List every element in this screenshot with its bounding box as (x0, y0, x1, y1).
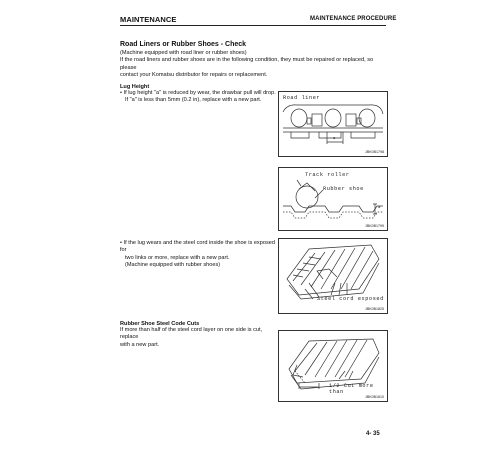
lug-height-heading: Lug Height (120, 84, 150, 90)
steel-cord-label: Steel cord exposed (317, 296, 384, 302)
bullet-text: two links or more, replace with a new part. (125, 254, 230, 261)
figure-rubber-shoe (278, 167, 388, 231)
lug-height-bullet-2 (120, 240, 280, 270)
header-rule (120, 25, 386, 26)
bullet-icon: • (120, 240, 122, 246)
figure-cut (278, 330, 388, 402)
cuts-line: If more than half of the steel cord layer on one side is cut, replace (120, 327, 263, 341)
steel-cord-code: JBK0B1825 (365, 307, 384, 311)
track-roller-label: Track roller (305, 172, 350, 178)
cut-label: 1/2 Cut more than (329, 383, 374, 395)
intro-line: contact your Komatsu distributor for repairs or replacement. (120, 72, 268, 79)
intro-line: If the road liners and rubber shoes are in the following condition, they must be repaired or replaced, so please (120, 57, 374, 71)
section-title: Road Liners or Rubber Shoes - Check (120, 41, 247, 48)
road-liner-drawing (279, 92, 387, 156)
lug-height-bullet-1 (120, 90, 280, 105)
bullet-text: If the lug wears and the steel cord inside the shoe is exposed for (120, 240, 275, 254)
road-liner-dim: a (333, 137, 337, 141)
intro-line: (Machine equipped with road liner or rubber shoes) (120, 50, 247, 56)
figure-road-liner (278, 91, 388, 157)
section-intro (120, 50, 390, 80)
rubber-shoe-dim: a (378, 206, 382, 210)
figure-steel-cord (278, 238, 388, 314)
bullet-text: (Machine equipped with rubber shoes) (125, 262, 221, 269)
rubber-shoe-label: Rubber shoe (323, 186, 364, 192)
bullet-text: If lug height "a" is reduced by wear, the drawbar pull will drop. (123, 90, 276, 96)
bullet-text: If "a" is less than 5mm (0.2 in), replace with a new part. (125, 97, 262, 104)
rubber-shoe-code: JBK0B1799 (365, 224, 384, 228)
cuts-text (120, 327, 280, 349)
header-right: MAINTENANCE PROCEDURE (310, 16, 397, 22)
cut-code: JBK0B1810 (365, 395, 384, 399)
bullet-icon: • (120, 90, 122, 96)
page-number: 4- 35 (366, 431, 380, 437)
road-liner-code: JBK0B1798 (365, 150, 384, 154)
road-liner-label: Road liner (283, 95, 321, 101)
cuts-line: with a new part. (120, 341, 160, 348)
cuts-heading: Rubber Shoe Steel Code Cuts (120, 321, 200, 327)
header-left: MAINTENANCE (120, 15, 177, 24)
